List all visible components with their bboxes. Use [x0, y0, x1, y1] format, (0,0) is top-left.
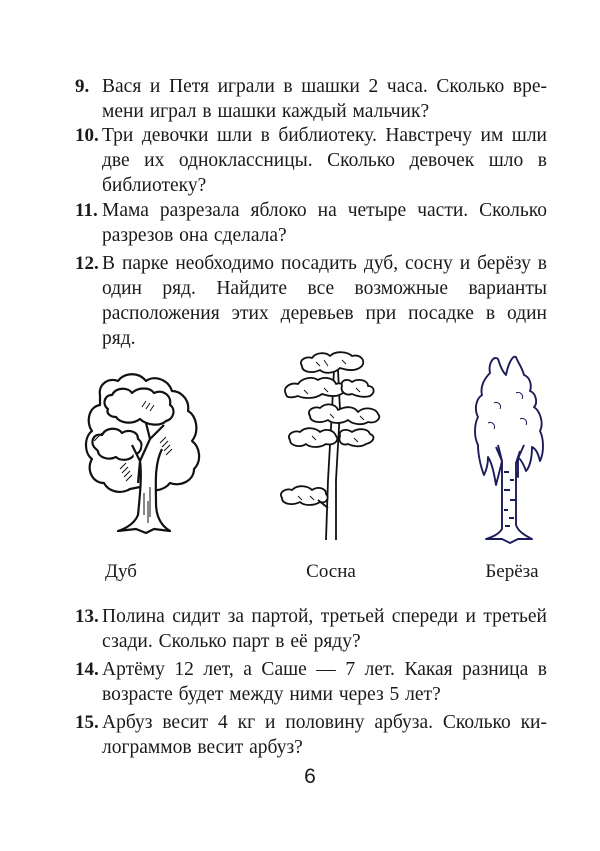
problem-text: Артёму 12 лет, а Саше — 7 лет. Какая разница в возрасте будет между ними через 5 лет? — [102, 659, 547, 705]
problem-text: Мама разрезала яблоко на четыре части. Сколько разрезов она сделала? — [102, 200, 547, 246]
problem-14 — [75, 657, 547, 707]
problem-number: 12. — [75, 253, 99, 274]
birch-tree-illustration — [468, 353, 553, 545]
oak-tree-icon — [80, 365, 205, 540]
tree-label-birch: Берёза — [485, 561, 539, 582]
problem-text: Вася и Петя играли в шашки 2 часа. Сколько времени играл в шашки каждый мальчик? — [102, 76, 547, 122]
tree-label-oak: Дуб — [105, 561, 137, 582]
problem-number: 10. — [75, 125, 99, 146]
problem-number: 13. — [75, 606, 99, 627]
problem-9 — [75, 74, 547, 124]
problem-number: 11. — [75, 200, 98, 221]
problem-11 — [75, 198, 547, 248]
problem-15 — [75, 710, 547, 760]
problem-text: Арбуз весит 4 кг и половину арбуза. Сколько килограммов весит арбуз? — [102, 712, 547, 758]
tree-label-pine: Сосна — [306, 561, 356, 582]
problem-13 — [75, 604, 547, 654]
pine-tree-illustration — [280, 350, 390, 545]
problem-number: 9. — [75, 76, 90, 97]
page-number: 6 — [304, 765, 316, 788]
pine-tree-icon — [280, 350, 390, 545]
problem-text: Полина сидит за партой, третьей спереди и третьей сзади. Сколько парт в её ряду? — [102, 606, 547, 652]
birch-tree-icon — [468, 353, 553, 545]
problem-text: Три девочки шли в библиотеку. Навстречу им шли две их одноклассницы. Сколько девочек шло в библиотеку? — [102, 125, 547, 196]
problem-number: 14. — [75, 659, 99, 680]
problem-10 — [75, 123, 547, 198]
problem-number: 15. — [75, 712, 99, 733]
problem-12 — [75, 251, 547, 351]
problem-text: В парке необходимо посадить дуб, сосну и берёзу в один ряд. Найдите все возможные варианты расположения этих деревьев при посадке в один ряд. — [102, 253, 547, 349]
oak-tree-illustration — [80, 365, 205, 540]
